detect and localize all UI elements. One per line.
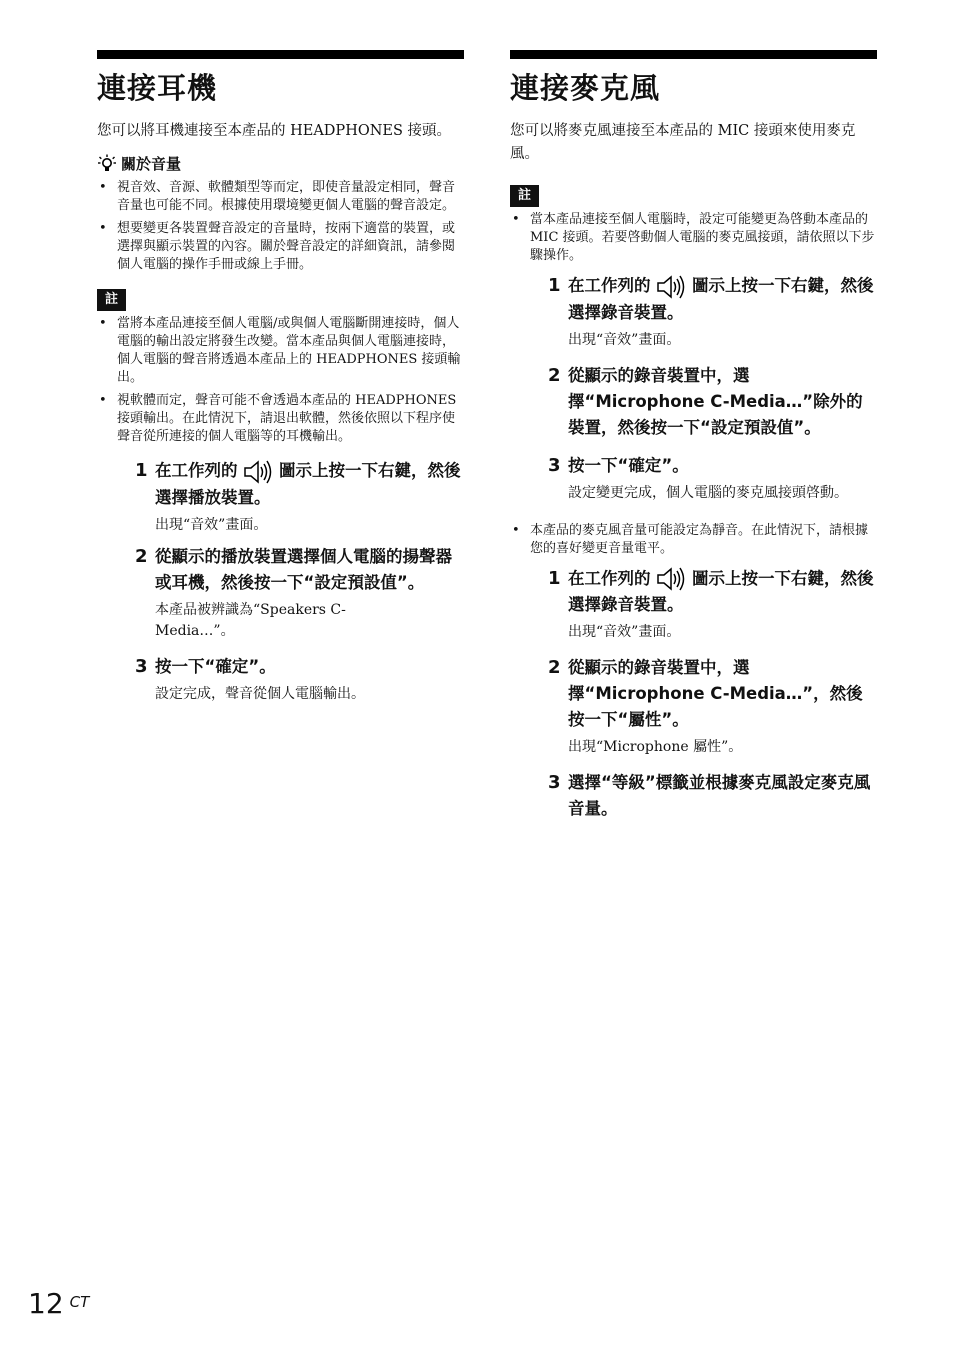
step-text-after: 圖示上按一下右鍵，然後選擇錄音裝置。 (568, 568, 874, 614)
step-text-before: 在工作列的 (155, 461, 238, 480)
step-item (548, 770, 877, 822)
step-item (135, 654, 464, 680)
lightbulb-icon (97, 154, 117, 174)
step-item (548, 363, 877, 441)
speaker-icon (243, 459, 273, 485)
list-item: • 當將本產品連接至個人電腦/或與個人電腦斷開連接時，個人電腦的輸出設定將發生改變。當本產品與個人電腦連接時，個人電腦的聲音將透過本產品上的 HEADPHONES 接頭輸出。 (97, 315, 464, 387)
note-list (510, 211, 877, 265)
step-text: 從顯示的錄音裝置中，選擇“Microphone C-Media…”除外的裝置，然後按一下“設定預設值”。 (568, 365, 863, 437)
volume-note-list (510, 522, 877, 558)
list-item: • 視音效、音源、軟體類型等而定，即使音量設定相同，聲音音量也可能不同。根據使用環境變更個人電腦的聲音設定。 (97, 179, 464, 215)
step-description: 設定完成，聲音從個人電腦輸出。 (155, 685, 365, 702)
step-description: 本產品被辨識為“Speakers C-Media…”。 (155, 601, 346, 639)
step-text (155, 458, 464, 511)
step-number: 2 (548, 364, 561, 386)
tip-heading-label: 關於音量 (121, 155, 182, 173)
step-number: 1 (135, 460, 148, 481)
tip-list (97, 179, 464, 274)
step-number: 3 (548, 454, 561, 476)
right-column (510, 50, 877, 822)
note-list (97, 315, 464, 446)
step-text: 從顯示的錄音裝置中，選擇“Microphone C-Media…”，然後按一下“屬性”。 (568, 658, 863, 729)
step-number: 1 (548, 275, 561, 296)
step-text (568, 273, 877, 326)
step-description: 出現“音效”畫面。 (155, 516, 268, 533)
tip-heading (97, 153, 464, 175)
list-item: • 視軟體而定，聲音可能不會透過本產品的 HEADPHONES 接頭輸出。在此情況下，請退出軟體，然後依照以下程序使聲音從所連接的個人電腦等的耳機輸出。 (97, 392, 464, 446)
step-description: 出現“Microphone 屬性”。 (568, 739, 743, 755)
left-column (97, 50, 464, 705)
step-text-before: 在工作列的 (568, 568, 651, 588)
step-item (135, 544, 464, 596)
step-text-before: 在工作列的 (568, 276, 651, 295)
step-item (135, 458, 464, 511)
list-item: • 本產品的麥克風音量可能設定為靜音。在此情況下，請根據您的喜好變更音量電平。 (510, 522, 877, 558)
step-list (135, 458, 464, 705)
page-number-suffix: CT (69, 1293, 90, 1311)
step-description: 出現“音效”畫面。 (568, 624, 681, 640)
step-item (548, 453, 877, 479)
step-text-after: 圖示上按一下右鍵，然後選擇播放裝置。 (155, 461, 461, 507)
step-list-b (548, 566, 877, 823)
section-bar (510, 50, 877, 59)
step-list-a (548, 273, 877, 504)
step-item (548, 566, 877, 619)
intro-text: 您可以將麥克風連接至本產品的 MIC 接頭來使用麥克風。 (510, 123, 856, 162)
step-number: 2 (135, 545, 148, 567)
note-badge: 註 (510, 185, 539, 207)
step-number: 3 (548, 772, 561, 793)
step-text: 按一下“確定”。 (155, 656, 276, 676)
page-number (28, 1286, 89, 1322)
section-bar (97, 50, 464, 59)
step-text: 從顯示的播放裝置選擇個人電腦的揚聲器或耳機，然後按一下“設定預設值”。 (155, 546, 452, 592)
list-item: • 當本產品連接至個人電腦時，設定可能變更為啓動本產品的 MIC 接頭。若要啓動個人電腦的麥克風接頭，請依照以下步驟操作。 (510, 211, 877, 265)
note-badge: 註 (97, 289, 126, 311)
step-description: 出現“音效”畫面。 (568, 331, 681, 348)
step-number: 2 (548, 657, 561, 678)
speaker-icon (656, 566, 686, 592)
page-number-value: 12 (28, 1287, 64, 1320)
step-description: 設定變更完成，個人電腦的麥克風接頭啓動。 (568, 484, 848, 501)
list-item: • 想要變更各裝置聲音設定的音量時，按兩下適當的裝置，或選擇與顯示裝置的內容。關於聲音設定的詳細資訊，請參閱個人電腦的操作手冊或線上手冊。 (97, 220, 464, 274)
step-text: 按一下“確定”。 (568, 455, 689, 475)
step-text (568, 566, 877, 619)
section-title-headphones: 連接耳機 (97, 71, 218, 105)
section-title-microphone: 連接麥克風 (510, 71, 661, 105)
step-text-after: 圖示上按一下右鍵，然後選擇錄音裝置。 (568, 276, 874, 322)
step-item (548, 655, 877, 733)
step-number: 1 (548, 567, 561, 589)
speaker-icon (656, 274, 686, 300)
step-text: 選擇“等級”標籤並根據麥克風設定麥克風音量。 (568, 773, 871, 818)
step-number: 3 (135, 655, 148, 677)
step-item (548, 273, 877, 326)
intro-text: 您可以將耳機連接至本產品的 HEADPHONES 接頭。 (97, 123, 452, 139)
